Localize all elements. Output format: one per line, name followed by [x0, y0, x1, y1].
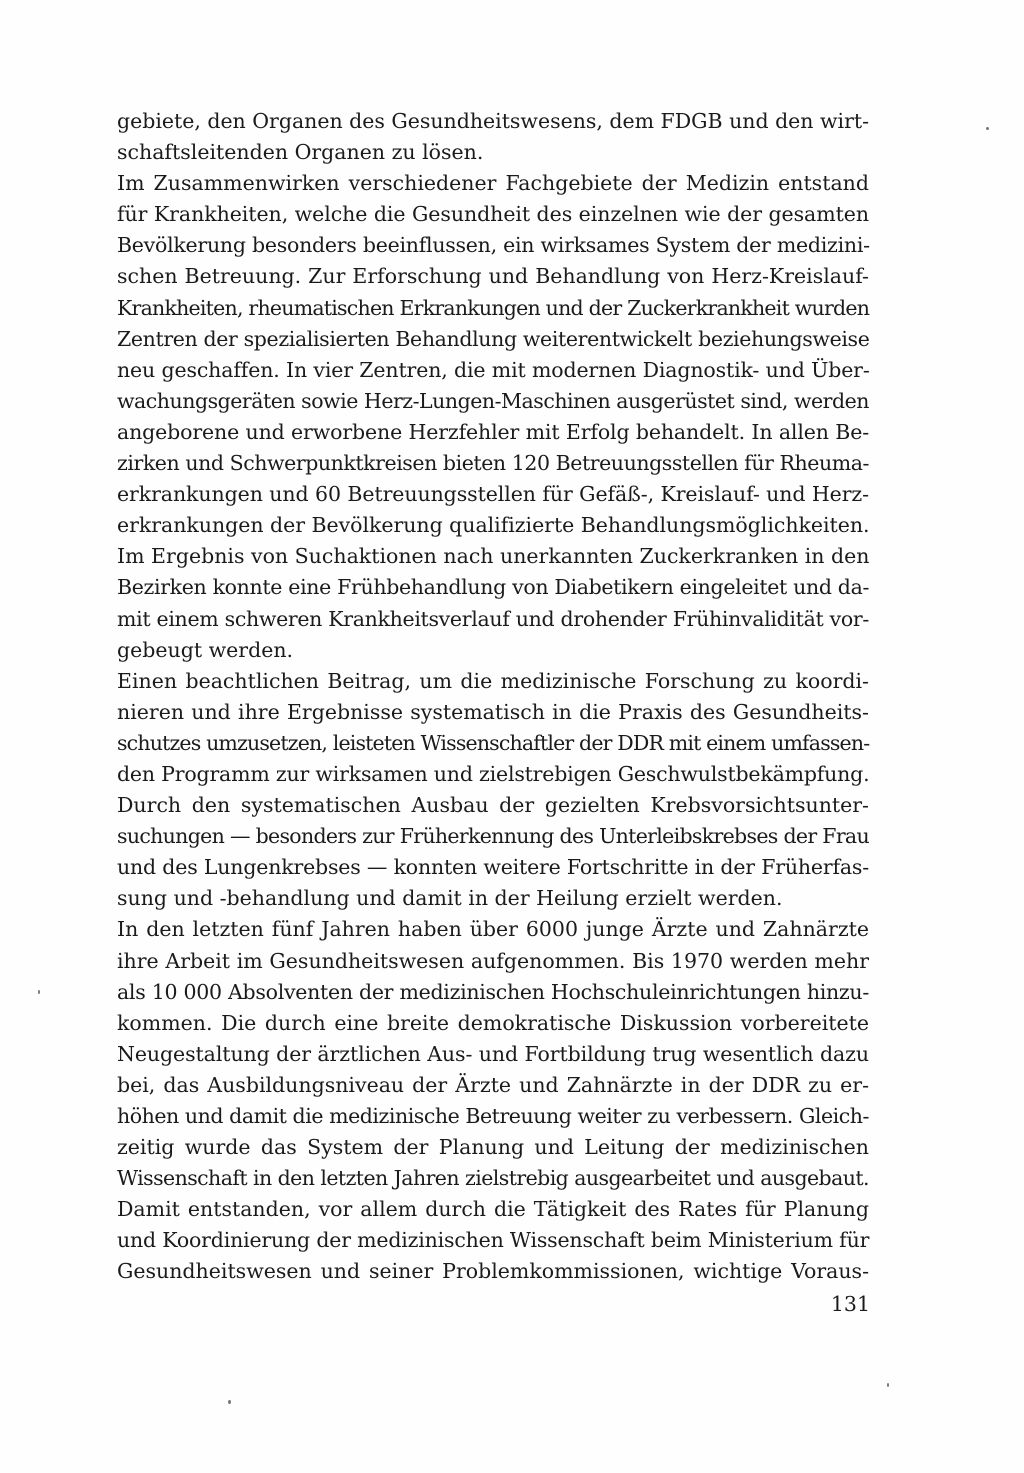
text-line: nieren und ihre Ergebnisse systematisch in die Praxis des Gesundheits-: [117, 699, 869, 724]
text-line: Durch den systematischen Ausbau der gezielten Krebsvorsichtsunter-: [117, 793, 869, 818]
text-line: In den letzten fünf Jahren haben über 6000 junge Ärzte und Zahnärzte: [117, 917, 869, 942]
text-line: gebiete, den Organen des Gesundheitswesens, dem FDGB und den wirt-: [117, 109, 869, 133]
text-line: Einen beachtlichen Beitrag, um die medizinische Forschung zu koordi-: [117, 668, 869, 693]
text-line: gebeugt werden.: [117, 637, 294, 662]
scan-speck: [228, 1400, 231, 1404]
text-line: als 10 000 Absolventen der medizinischen Hochschuleinrichtungen hinzu-: [117, 979, 869, 1004]
text-line: sung und -behandlung und damit in der Heilung erzielt werden.: [117, 886, 783, 911]
text-line: Gesundheitswesen und seiner Problemkommissionen, wichtige Voraus-: [117, 1259, 869, 1284]
text-line: Wissenschaft in den letzten Jahren zielstrebig ausgearbeitet und ausgebaut.: [117, 1166, 869, 1191]
scan-speck: [986, 127, 989, 130]
text-line: erkrankungen der Bevölkerung qualifizierte Behandlungsmöglichkeiten.: [117, 513, 870, 538]
text-line: bei, das Ausbildungsniveau der Ärzte und Zahnärzte in der DDR zu er-: [117, 1072, 869, 1097]
text-line: und Koordinierung der medizinischen Wissenschaft beim Ministerium für: [117, 1228, 870, 1253]
text-line: schen Betreuung. Zur Erforschung und Behandlung von Herz-Kreislauf-: [117, 264, 869, 289]
text-line: Damit entstanden, vor allem durch die Tätigkeit des Rates für Planung: [117, 1197, 869, 1222]
text-line: erkrankungen und 60 Betreuungsstellen für Gefäß-, Kreislauf- und Herz-: [117, 482, 869, 507]
text-line: und des Lungenkrebses — konnten weitere Fortschritte in der Früherfas-: [117, 855, 869, 880]
text-line: Im Ergebnis von Suchaktionen nach unerkannten Zuckerkranken in den: [117, 544, 870, 569]
text-line: höhen und damit die medizinische Betreuung weiter zu verbessern. Gleich-: [117, 1104, 869, 1128]
text-line: neu geschaffen. In vier Zentren, die mit modernen Diagnostik- und Über-: [117, 357, 870, 382]
text-line: Bezirken konnte eine Frühbehandlung von Diabetikern eingeleitet und da-: [117, 575, 870, 600]
text-line: angeborene und erworbene Herzfehler mit Erfolg behandelt. In allen Be-: [117, 419, 869, 444]
text-line: mit einem schweren Krankheitsverlauf und drohender Frühinvalidität vor-: [117, 606, 869, 631]
text-line: wachungsgeräten sowie Herz-Lungen-Maschinen ausgerüstet sind, werden: [117, 388, 869, 413]
body-text: [117, 106, 869, 1288]
text-line: Neugestaltung der ärztlichen Aus- und Fortbildung trug wesentlich dazu: [117, 1041, 869, 1066]
text-line: kommen. Die durch eine breite demokratische Diskussion vorbereitete: [117, 1010, 869, 1035]
text-line: schutzes umzusetzen, leisteten Wissenschaftler der DDR mit einem umfassen-: [117, 730, 870, 755]
text-line: suchungen — besonders zur Früherkennung des Unterleibskrebses der Frau: [117, 824, 869, 849]
page-number: 131: [830, 1292, 870, 1316]
text-line: den Programm zur wirksamen und zielstrebigen Geschwulstbekämpfung.: [117, 761, 870, 786]
text-line: zirken und Schwerpunktkreisen bieten 120 Betreuungsstellen für Rheuma-: [117, 451, 869, 476]
text-line: Im Zusammenwirken verschiedener Fachgebiete der Medizin entstand: [117, 171, 869, 196]
text-line: für Krankheiten, welche die Gesundheit des einzelnen wie der gesamten: [117, 202, 869, 227]
text-line: schaftsleitenden Organen zu lösen.: [117, 140, 484, 165]
text-line: zeitig wurde das System der Planung und Leitung der medizinischen: [117, 1135, 869, 1160]
scan-speck: [38, 990, 40, 994]
text-line: Zentren der spezialisierten Behandlung weiterentwickelt beziehungsweise: [117, 326, 870, 351]
scan-speck: [887, 1383, 889, 1387]
text-line: ihre Arbeit im Gesundheitswesen aufgenommen. Bis 1970 werden mehr: [117, 948, 869, 973]
text-line: Krankheiten, rheumatischen Erkrankungen und der Zuckerkrankheit wurden: [117, 295, 870, 320]
text-line: Bevölkerung besonders beeinflussen, ein wirksames System der medizini-: [117, 233, 870, 258]
